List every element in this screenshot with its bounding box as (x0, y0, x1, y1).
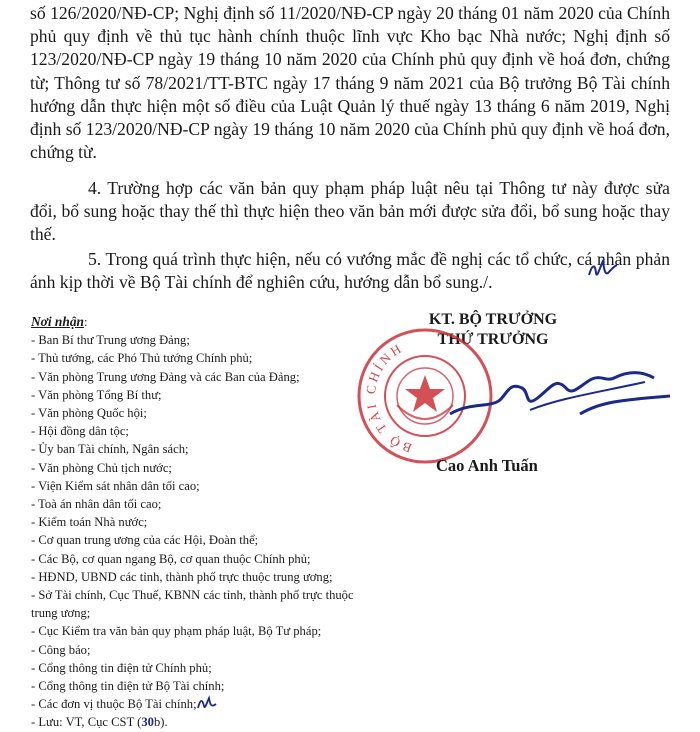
list-item: - Ban Bí thư Trung ương Đảng; (31, 333, 190, 348)
list-item: - Cục Kiểm tra văn bản quy phạm pháp luật, Bộ Tư pháp; (31, 624, 322, 639)
handwritten-copies-count: 30 (141, 715, 154, 730)
list-item: - Cổng thông tin điện tử Chính phủ; (31, 660, 212, 675)
recipients-header: Nơi nhận (31, 314, 84, 329)
list-item: - Văn phòng Trung ương Đảng và các Ban của Đảng; (31, 369, 300, 384)
list-item: - HĐND, UBND các tỉnh, thành phố trực thuộc trung ương; (31, 569, 333, 584)
list-item: - Văn phòng Quốc hội; (31, 406, 147, 421)
list-item: - Ủy ban Tài chính, Ngân sách; (31, 442, 189, 457)
signer-name: Cao Anh Tuấn (436, 456, 538, 475)
list-item: - Văn phòng Chủ tịch nước; (31, 460, 172, 475)
paragraph-5: 5. Trong quá trình thực hiện, nếu có vướng mắc đề nghị các tổ chức, cá nhân phản ánh kịp thời về Bộ Tài chính để nghiên cứu, hướng dẫn bổ sung./. (30, 249, 670, 293)
paragraph-4: 4. Trường hợp các văn bản quy phạm pháp luật nêu tại Thông tư này được sửa đổi, bổ sung hoặc thay thế thì thực hiện theo văn bản mới được sửa đổi, bổ sung hoặc thay thế. (30, 178, 670, 245)
handwritten-signature-icon (430, 352, 680, 452)
signature-title-line1: KT. BỘ TRƯỞNG (428, 311, 558, 328)
list-item: - Công báo; (31, 642, 91, 657)
list-item-archive: - Lưu: VT, Cục CST (30b). (31, 715, 168, 730)
list-item: - Cơ quan trung ương của các Hội, Đoàn thể; (31, 533, 259, 548)
list-item: - Kiểm toán Nhà nước; (31, 515, 148, 530)
stamp-text: BỘ TÀI CHÍNH (362, 339, 414, 456)
list-item: - Văn phòng Tổng Bí thư; (31, 387, 162, 402)
handwritten-initials-icon (196, 694, 218, 712)
list-item: - Các Bộ, cơ quan ngang Bộ, cơ quan thuộc Chính phủ; (31, 551, 311, 566)
paragraph-continued: số 126/2020/NĐ-CP; Nghị định số 11/2020/NĐ-CP ngày 20 tháng 01 năm 2020 của Chính phủ quy định về thủ tục hành chính thuộc lĩnh vực Kho bạc Nhà nước; Nghị định số 123/2020/NĐ-CP ngày 19 tháng 10 năm 2020 của Chính phủ quy định về hoá đơn, chứng từ; Thông tư số 78/2021/TT-BTC ngày 17 tháng 9 năm 2021 của Bộ trưởng Bộ Tài chính hướng dẫn thực hiện một số điều của Luật Quản lý thuế ngày 13 tháng 6 năm 2019, Nghị định số 123/2020/NĐ-CP ngày 19 tháng 10 năm 2020 của Chính phủ quy định về hoá đơn, chứng từ. (30, 3, 670, 163)
recipients-list: Nơi nhận: - Ban Bí thư Trung ương Đảng; - Thủ tướng, các Phó Thủ tướng Chính phủ; - Văn phòng Trung ương Đảng và các Ban của Đảng; - Văn phòng Tổng Bí thư; - Văn phòng Quốc hội; - Hội đồng dân tộc; - Ủy ban Tài chính, Ngân sách; - Văn phòng Chủ tịch nước; - Viện Kiểm sát nhân dân tối cao; - Toà án nhân dân tối cao; - Kiểm toán Nhà nước; - Cơ quan trung ương của các Hội, Đoàn thể; - Các Bộ, cơ quan ngang Bộ, cơ quan thuộc Chính phủ; - HĐND, UBND các tỉnh, thành phố trực thuộc trung ương; - Sở Tài chính, Cục Thuế, KBNN các tỉnh, thành phố trực thuộc trung ương; - Cục Kiểm tra văn bản quy phạm pháp luật, Bộ Tư pháp; - Công báo; - Cổng thông tin điện tử Chính phủ; - Cổng thông tin điện tử Bộ Tài chính; - Các đơn vị thuộc Bộ Tài chính; - Lưu: VT, Cục CST (30b). (31, 313, 376, 732)
list-item: - Sở Tài chính, Cục Thuế, KBNN các tỉnh, thành phố trực thuộc trung ương; (31, 588, 354, 621)
list-item: - Thủ tướng, các Phó Thủ tướng Chính phủ; (31, 351, 253, 366)
list-item: - Cổng thông tin điện tử Bộ Tài chính; (31, 679, 225, 694)
list-item: - Toà án nhân dân tối cao; (31, 497, 162, 512)
signature-title-line2: THỨ TRƯỞNG (437, 331, 549, 348)
list-item: - Các đơn vị thuộc Bộ Tài chính; (31, 697, 197, 712)
list-item: - Hội đồng dân tộc; (31, 424, 129, 439)
handwritten-initials-icon (586, 255, 620, 283)
list-item: - Viện Kiểm sát nhân dân tối cao; (31, 478, 200, 493)
